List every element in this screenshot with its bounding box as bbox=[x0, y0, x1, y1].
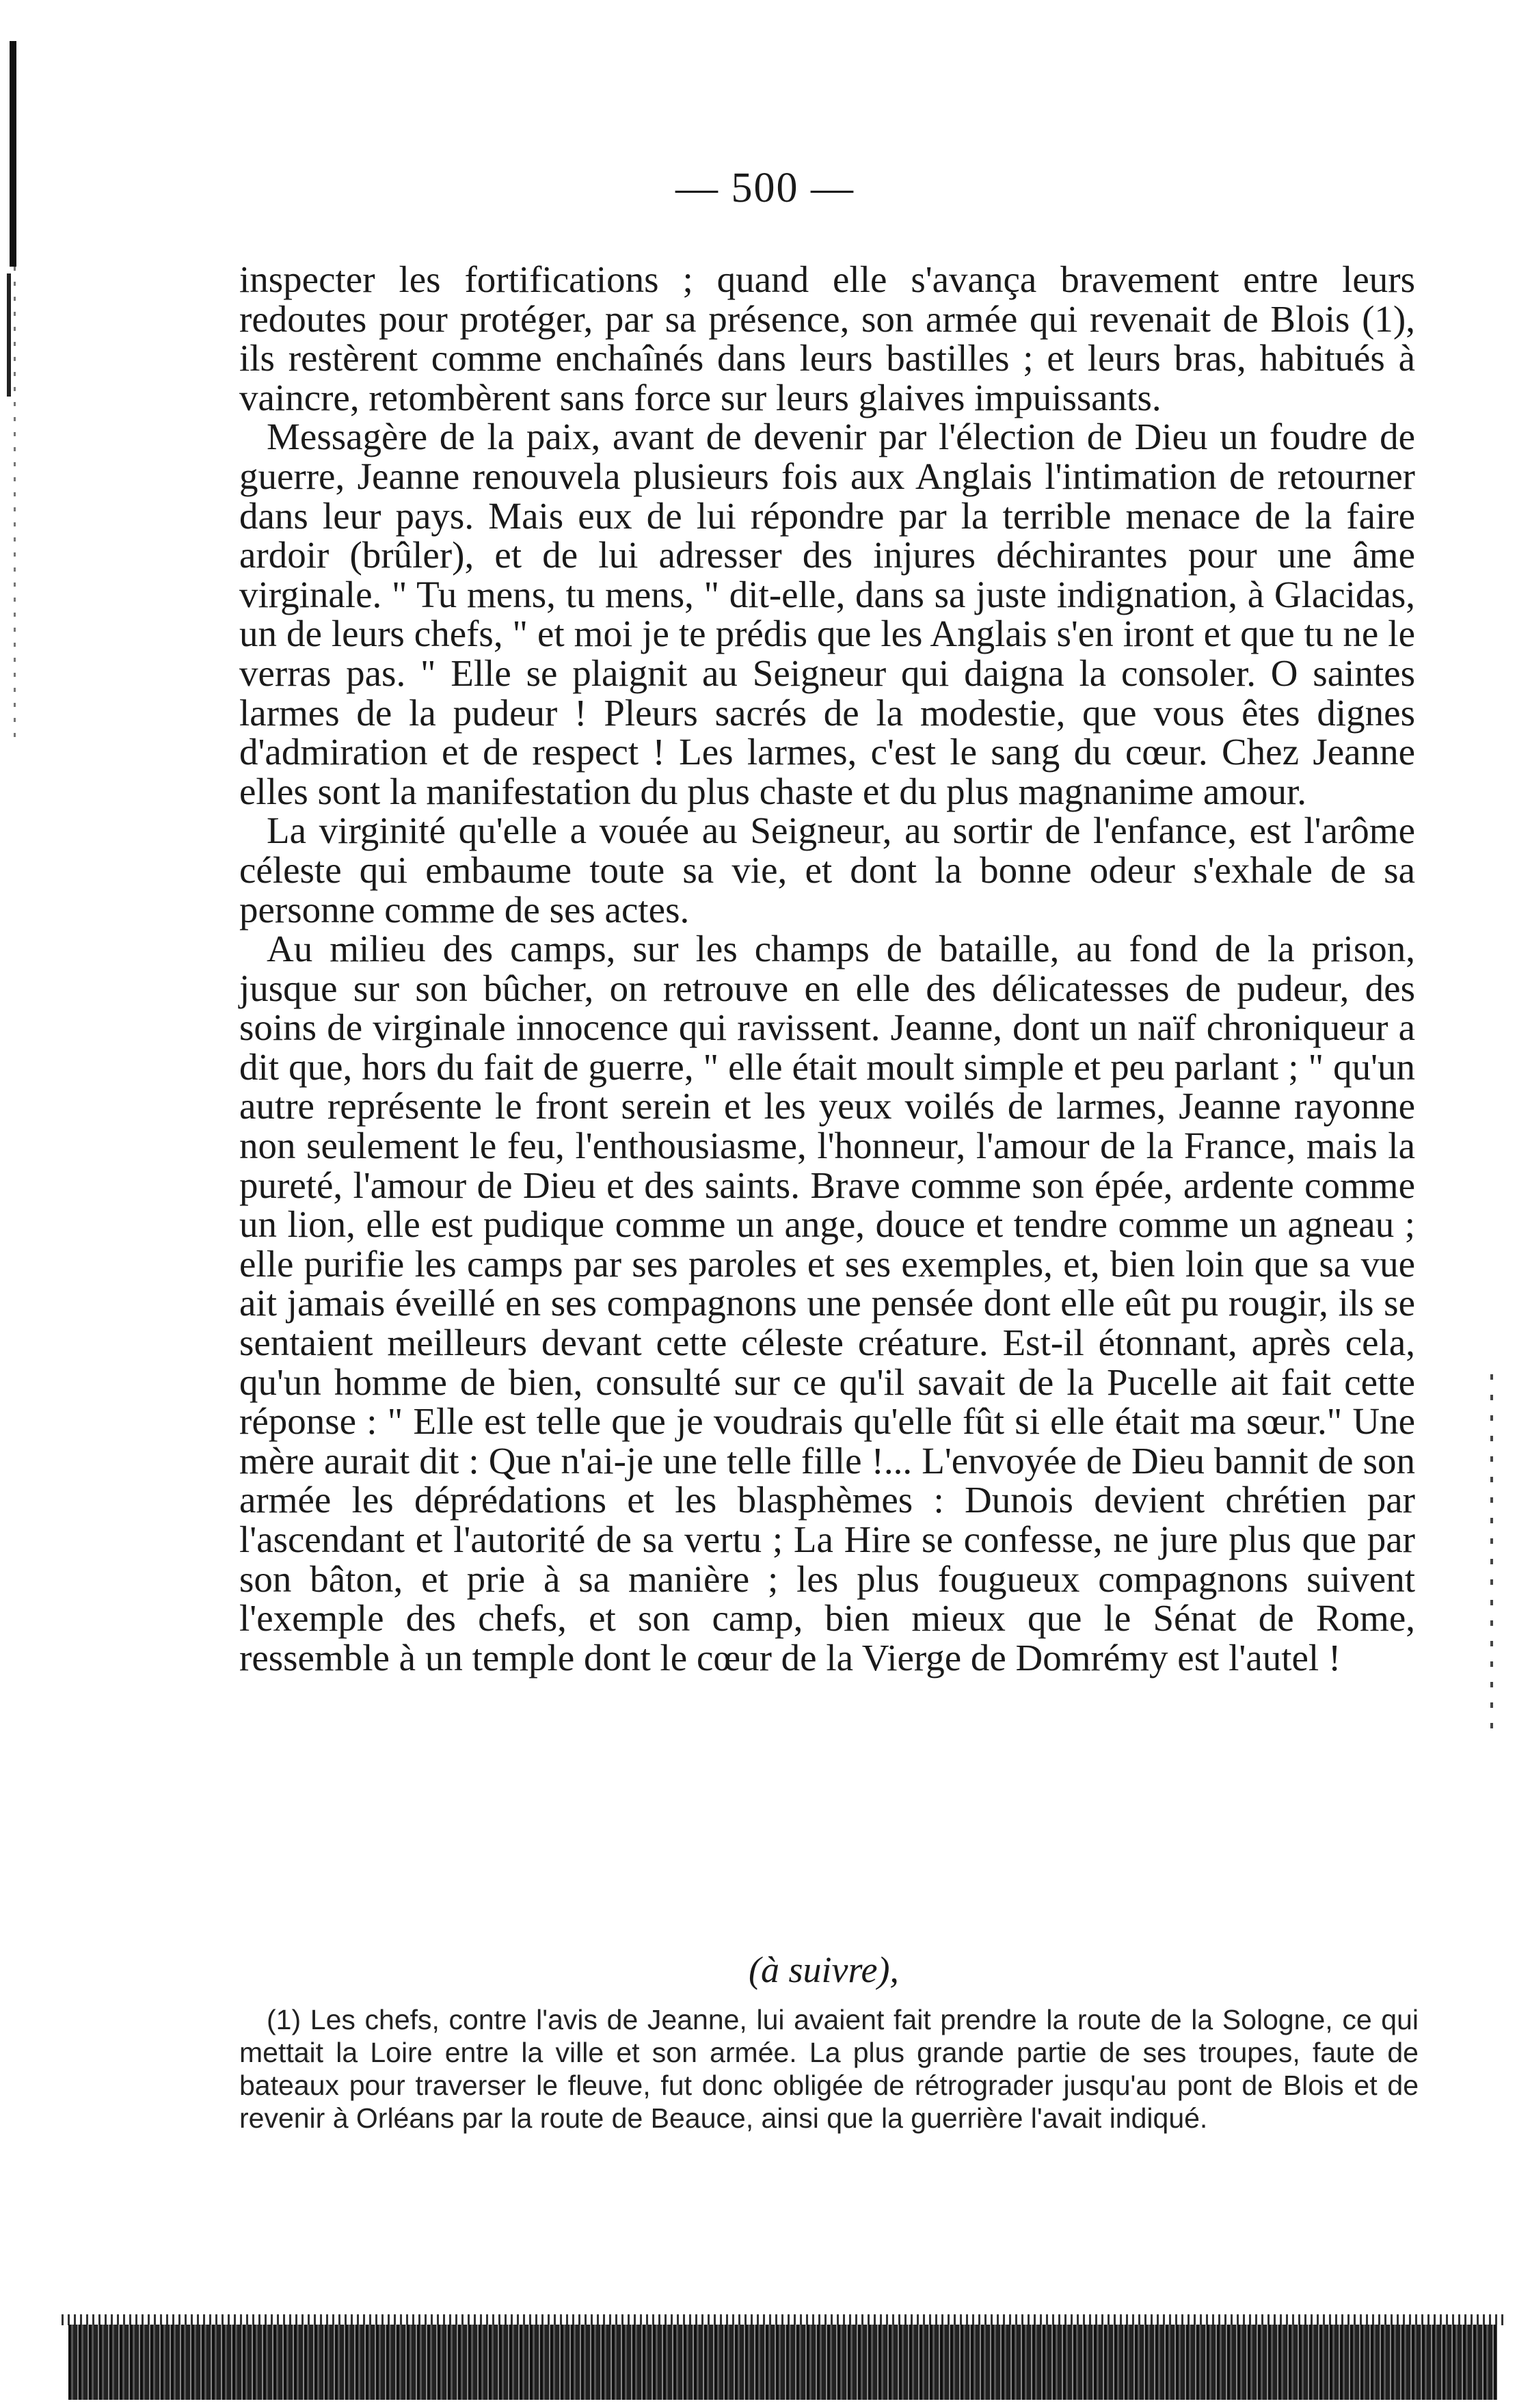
paragraph-4: Au milieu des camps, sur les champs de bataille, au fond de la prison, jusque sur son bûcher, on retrouve en elle des délicatesses de pudeur, des soins de virginale innocence qui ravissent. Jeanne, dont un naïf chroniqueur a dit que, hors du fait de guerre, " elle était moult simple et peu parlant ; " qu'un autre représente le front serein et les yeux voilés de larmes, Jeanne rayonne non seulement le feu, l'enthousiasme, l'honneur, l'amour de la France, mais la pureté, l'amour de Dieu et des saints. Brave comme son épée, ardente comme un lion, elle est pudique comme un ange, douce et tendre comme un agneau ; elle purifie les camps par ses paroles et ses exemples, et, bien loin que sa vue ait jamais éveillé en ses compagnons une pensée dont elle eût pu rougir, ils se sentaient meilleurs devant cette céleste créature. Est-il étonnant, après cela, qu'un homme de bien, consulté sur ce qu'il savait de la Pucelle ait fait cette réponse : " Elle est telle que je voudrais qu'elle fût si elle était ma sœur." Une mère aurait dit : Que n'ai-je une telle fille !... L'envoyée de Dieu bannit de son armée les déprédations et les blasphèmes : Dunois devient chrétien par l'ascendant et l'autorité de sa vertu ; La Hire se confesse, ne jure plus que par son bâton, et prie à sa manière ; les plus fougueux compagnons suivent l'exemple des chefs, et son camp, bien mieux que le Sénat de Rome, ressemble à un temple dont le cœur de la Vierge de Domrémy est l'autel ! bbox=[239, 928, 1415, 1678]
scan-bottom-band bbox=[68, 2325, 1497, 2400]
scan-bottom-noise bbox=[62, 2314, 1504, 2325]
scan-margin-dots bbox=[14, 267, 16, 745]
scan-margin-bracket bbox=[7, 273, 11, 397]
paragraph-1: inspecter les fortifications ; quand elle s'avança bravement entre leurs redoutes pour protéger, par sa présence, son armée qui revenait de Blois (1), ils restèrent comme enchaînés dans leurs bastilles ; et leurs bras, habitués à vaincre, retombèrent sans force sur leurs glaives impuissants. bbox=[239, 258, 1415, 418]
page-number: — 500 — bbox=[675, 165, 855, 211]
scan-margin-edge bbox=[10, 41, 16, 267]
main-text bbox=[239, 260, 1415, 1677]
paragraph-2: Messagère de la paix, avant de devenir par l'élection de Dieu un foudre de guerre, Jeanne renouvela plusieurs fois aux Anglais l'intimation de retourner dans leur pays. Mais eux de lui répondre par la terrible menace de la faire ardoir (brûler), et de lui adresser des injures déchirantes pour une âme virginale. " Tu mens, tu mens, " dit-elle, dans sa juste indignation, à Glacidas, un de leurs chefs, " et moi je te prédis que les Anglais s'en iront et que tu ne le verras pas. " Elle se plaignit au Seigneur qui daigna la consoler. O saintes larmes de la pudeur ! Pleurs sacrés de la modestie, que vous êtes dignes d'admiration et de respect ! Les larmes, c'est le sang du cœur. Chez Jeanne elles sont la manifestation du plus chaste et du plus magnanime amour. bbox=[239, 416, 1415, 812]
paragraph-3: La virginité qu'elle a vouée au Seigneur, au sortir de l'enfance, est l'arôme céleste qui embaume toute sa vie, et dont la bonne odeur s'exhale de sa personne comme de ses actes. bbox=[239, 810, 1415, 931]
footnote: (1) Les chefs, contre l'avis de Jeanne, lui avaient fait prendre la route de la Sologne, ce qui mettait la Loire entre la ville et son armée. La plus grande partie de ses troupes, faute de bateaux pour traverser le fleuve, fut donc obligée de rétrograder jusqu'au pont de Blois et de revenir à Orléans par la route de Beauce, ainsi que la guerrière l'avait indiqué. bbox=[239, 2004, 1419, 2134]
scan-right-edge-marks bbox=[1490, 1374, 1493, 1730]
continuation-note: (à suivre), bbox=[749, 1949, 899, 1990]
